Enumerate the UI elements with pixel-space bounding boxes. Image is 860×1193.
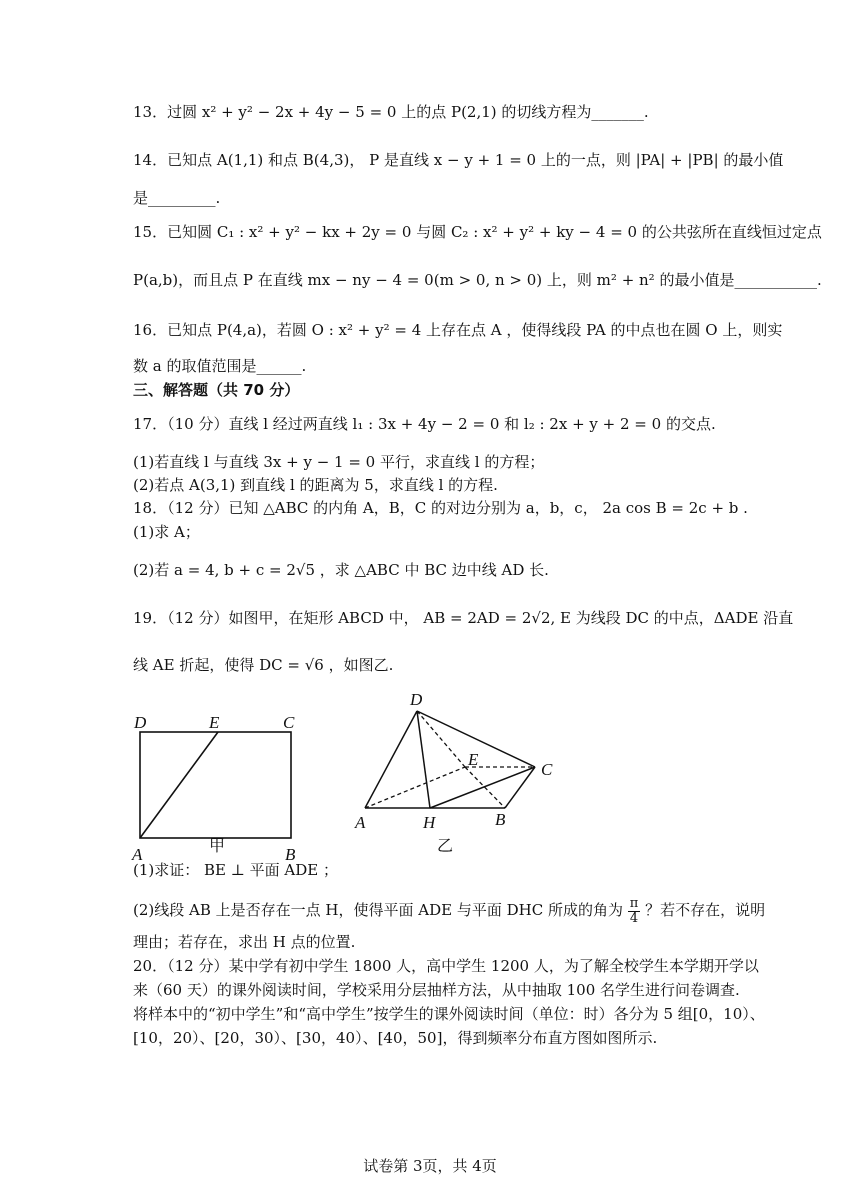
fraction-numerator: π [629, 895, 639, 911]
question-16-line-1: 16．已知点 P(4,a)，若圆 O : x² + y² = 4 上存在点 A ，使得线段 PA 的中点也在圆 O 上，则实 [133, 321, 783, 339]
question-17: 17．（10 分）直线 l 经过两直线 l₁ : 3x + 4y − 2 = 0 和 l₂ : 2x + y + 2 = 0 的交点. [133, 415, 716, 433]
edge-da [365, 711, 417, 808]
figure-yi [345, 685, 575, 860]
question-16-line-2: 数 a 的取值范围是______. [133, 357, 307, 375]
question-20-line-3: 将样本中的“初中学生”和“高中学生”按学生的课外阅读时间（单位：时）各分为 5 组[0，10）、 [133, 1005, 765, 1023]
fraction-pi-over-4 [628, 897, 641, 926]
label-d: D [134, 713, 147, 732]
label-e: E [468, 750, 479, 769]
question-20-line-1: 20．（12 分）某中学有初中学生 1800 人，高中学生 1200 人，为了解全校学生本学期开学以 [133, 957, 759, 975]
question-19-part-1: (1)求证： BE ⊥ 平面 ADE ； [133, 861, 338, 879]
question-19-line-1: 19．（12 分）如图甲，在矩形 ABCD 中， AB = 2AD = 2√2, E 为线段 DC 的中点，ΔADE 沿直 [133, 609, 794, 627]
fraction-denominator: 4 [629, 910, 639, 926]
question-14-line-1: 14．已知点 A(1,1) 和点 B(4,3)， P 是直线 x − y + 1 = 0 上的一点，则 |PA| + |PB| 的最小值 [133, 151, 784, 169]
question-18: 18．（12 分）已知 △ABC 的内角 A，B，C 的对边分别为 a，b，c， 2a cos B = 2c + b . [133, 499, 748, 517]
q19-part2-text-before: (2)线段 AB 上是否存在一点 H，使得平面 ADE 与平面 DHC 所成的角为 [133, 901, 623, 919]
question-17-part-1: (1)若直线 l 与直线 3x + y − 1 = 0 平行，求直线 l 的方程； [133, 453, 545, 471]
label-d: D [410, 690, 423, 709]
label-c: C [283, 713, 295, 732]
question-19-part-2-line-1 [133, 893, 765, 927]
label-b: B [495, 810, 506, 829]
question-15-line-2: P(a,b)，而且点 P 在直线 mx − ny − 4 = 0(m > 0, n > 0) 上，则 m² + n² 的最小值是___________. [133, 271, 822, 289]
question-18-part-1: (1)求 A； [133, 523, 200, 541]
edge-dh [417, 711, 430, 808]
label-e: E [209, 713, 220, 732]
label-a: A [355, 813, 366, 832]
label-h: H [423, 813, 436, 832]
question-17-part-2: (2)若点 A(3,1) 到直线 l 的距离为 5，求直线 l 的方程. [133, 476, 498, 494]
section-heading-3: 三、解答题（共 70 分） [133, 381, 300, 399]
caption-yi: 乙 [437, 836, 454, 855]
edge-ae-hidden [365, 767, 465, 808]
segment-ae [140, 732, 218, 838]
question-20-line-4: [10，20）、[20，30）、[30，40）、[40，50]，得到频率分布直方图如图所示. [133, 1029, 658, 1047]
q19-part2-text-after: ？若不存在，说明 [645, 901, 766, 919]
edge-eb-hidden [465, 767, 505, 808]
label-a: A [132, 845, 143, 864]
question-13: 13．过圆 x² + y² − 2x + 4y − 5 = 0 上的点 P(2,1) 的切线方程为_______. [133, 103, 649, 121]
question-14-line-2: 是_________. [133, 189, 221, 207]
label-c: C [541, 760, 553, 779]
question-18-part-2: (2)若 a = 4, b + c = 2√5 ，求 △ABC 中 BC 边中线 AD 长. [133, 561, 549, 579]
caption-jia: 甲 [209, 836, 226, 855]
edge-de-hidden [417, 711, 465, 767]
question-20-line-2: 来（60 天）的课外阅读时间，学校采用分层抽样方法，从中抽取 100 名学生进行问卷调查. [133, 981, 740, 999]
figure-jia [125, 705, 315, 865]
question-19-line-2: 线 AE 折起，使得 DC = √6 ，如图乙. [133, 656, 394, 674]
label-b: B [285, 845, 296, 864]
page-footer: 试卷第 3页，共 4页 [363, 1157, 497, 1175]
question-15-line-1: 15．已知圆 C₁ : x² + y² − kx + 2y = 0 与圆 C₂ : x² + y² + ky − 4 = 0 的公共弦所在直线恒过定点 [133, 223, 822, 241]
question-19-part-2-line-2: 理由；若存在，求出 H 点的位置. [133, 933, 356, 951]
rectangle-abcd [140, 732, 291, 838]
